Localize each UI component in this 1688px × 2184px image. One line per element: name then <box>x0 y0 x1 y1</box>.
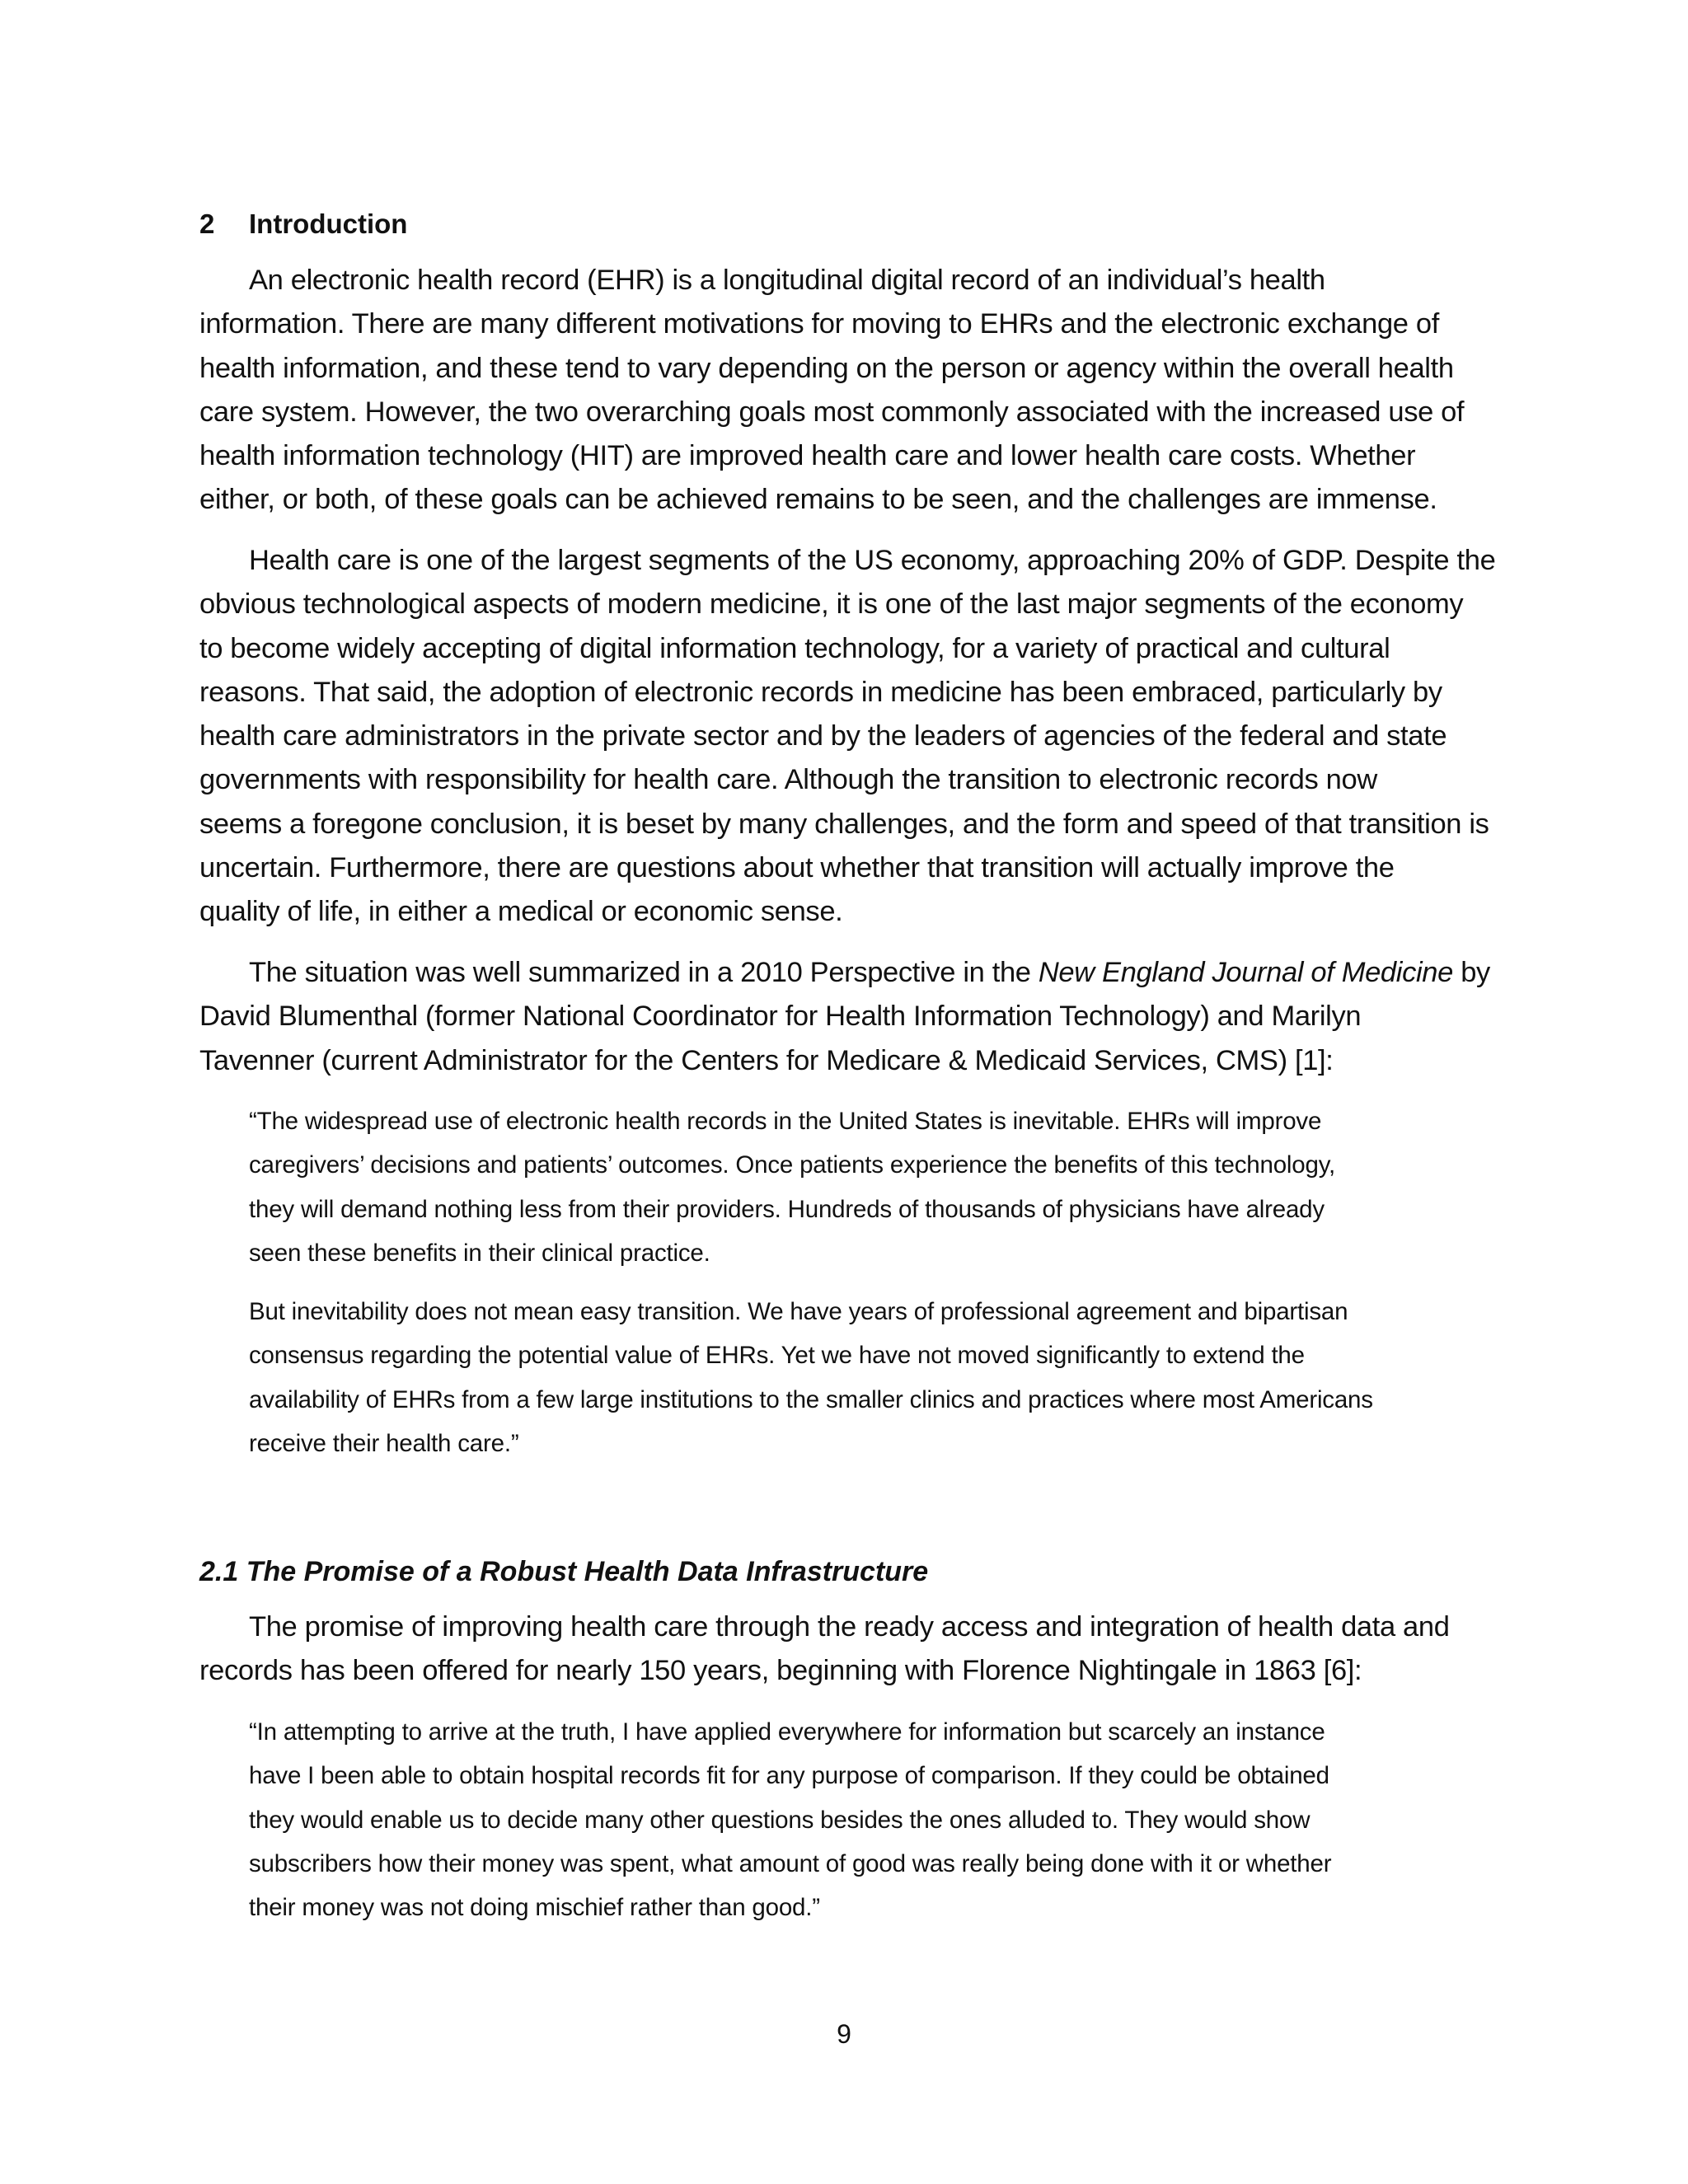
paragraph-line: quality of life, in either a medical or economic sense. <box>199 896 843 928</box>
section-heading <box>199 204 407 244</box>
paragraph-line: health information technology (HIT) are improved health care and lower health care costs. Whether <box>199 440 1416 472</box>
blockquote-blumenthal-1 <box>249 1099 1452 1275</box>
section-title: Introduction <box>249 209 408 239</box>
subsection-heading: 2.1 The Promise of a Robust Health Data Infrastructure <box>199 1556 929 1587</box>
text-run: by <box>1452 957 1490 988</box>
paragraph-line: records has been offered for nearly 150 years, beginning with Florence Nightingale in 1863 [6]: <box>199 1655 1362 1687</box>
quote-line: subscribers how their money was spent, what amount of good was really being done with it or whether <box>249 1849 1332 1877</box>
quote-line: receive their health care.” <box>249 1429 519 1457</box>
paragraph-line: Tavenner (current Administrator for the Centers for Medicare & Medicaid Services, CMS) [1]: <box>199 1044 1334 1076</box>
paragraph-line: governments with responsibility for health care. Although the transition to electronic records now <box>199 764 1377 796</box>
section-number: 2 <box>199 209 215 239</box>
quote-line: they will demand nothing less from their providers. Hundreds of thousands of physicians have already <box>249 1195 1325 1223</box>
paragraph-line: David Blumenthal (former National Coordinator for Health Information Technology) and Marilyn <box>199 1001 1362 1033</box>
paragraph-intro-ehr <box>199 259 1502 523</box>
paragraph-line: either, or both, of these goals can be achieved remains to be seen, and the challenges are immense. <box>199 484 1437 516</box>
paragraph-line: Health care is one of the largest segments of the US economy, approaching 20% of GDP. Despite the <box>249 545 1496 576</box>
quote-line: caregivers’ decisions and patients’ outcomes. Once patients experience the benefits of this technology, <box>249 1151 1336 1179</box>
paragraph-health-care-economy <box>199 539 1502 935</box>
paragraph-line: information. There are many different motivations for moving to EHRs and the electronic exchange of <box>199 308 1439 340</box>
paragraph-line: An electronic health record (EHR) is a longitudinal digital record of an individual’s health <box>249 265 1325 296</box>
paragraph-line: health care administrators in the private sector and by the leaders of agencies of the federal and state <box>199 720 1447 752</box>
quote-line: availability of EHRs from a few large institutions to the smaller clinics and practices where most Americans <box>249 1385 1373 1413</box>
quote-line: they would enable us to decide many other questions besides the ones alluded to. They would show <box>249 1806 1311 1834</box>
paragraph-line: uncertain. Furthermore, there are questions about whether that transition will actually improve the <box>199 852 1395 884</box>
paragraph-promise <box>199 1605 1502 1694</box>
blockquote-blumenthal-2 <box>249 1290 1452 1465</box>
paragraph-line <box>199 951 1502 995</box>
paragraph-line: The promise of improving health care through the ready access and integration of health data and <box>249 1611 1450 1643</box>
page-number: 9 <box>837 2019 851 2049</box>
quote-line: “The widespread use of electronic health records in the United States is inevitable. EHRs will improve <box>249 1108 1322 1135</box>
paragraph-line: seems a foregone conclusion, it is beset by many challenges, and the form and speed of that transition is <box>199 808 1489 840</box>
quote-line: But inevitability does not mean easy transition. We have years of professional agreement and bipartisan <box>249 1298 1348 1325</box>
quote-line: their money was not doing mischief rather than good.” <box>249 1894 820 1922</box>
blockquote-nightingale <box>249 1710 1452 1929</box>
paragraph-line: health information, and these tend to vary depending on the person or agency within the overall health <box>199 352 1454 384</box>
paragraph-nejm-perspective <box>199 951 1502 1083</box>
paragraph-line: obvious technological aspects of modern medicine, it is one of the last major segments of the economy <box>199 588 1464 621</box>
paragraph-line: care system. However, the two overarching goals most commonly associated with the increased use of <box>199 396 1465 428</box>
quote-line: seen these benefits in their clinical practice. <box>249 1239 710 1267</box>
quote-line: consensus regarding the potential value of EHRs. Yet we have not moved significantly to extend the <box>249 1342 1305 1370</box>
quote-line: have I been able to obtain hospital records fit for any purpose of comparison. If they could be obtained <box>249 1762 1329 1790</box>
text-run: The situation was well summarized in a 2010 Perspective in the <box>249 957 1039 988</box>
journal-title: New England Journal of Medicine <box>1038 957 1453 988</box>
quote-line: “In attempting to arrive at the truth, I have applied everywhere for information but scarcely an instance <box>249 1718 1325 1746</box>
paragraph-line: reasons. That said, the adoption of electronic records in medicine has been embraced, particularly by <box>199 676 1442 708</box>
paragraph-line: to become widely accepting of digital information technology, for a variety of practical and cultural <box>199 632 1390 664</box>
